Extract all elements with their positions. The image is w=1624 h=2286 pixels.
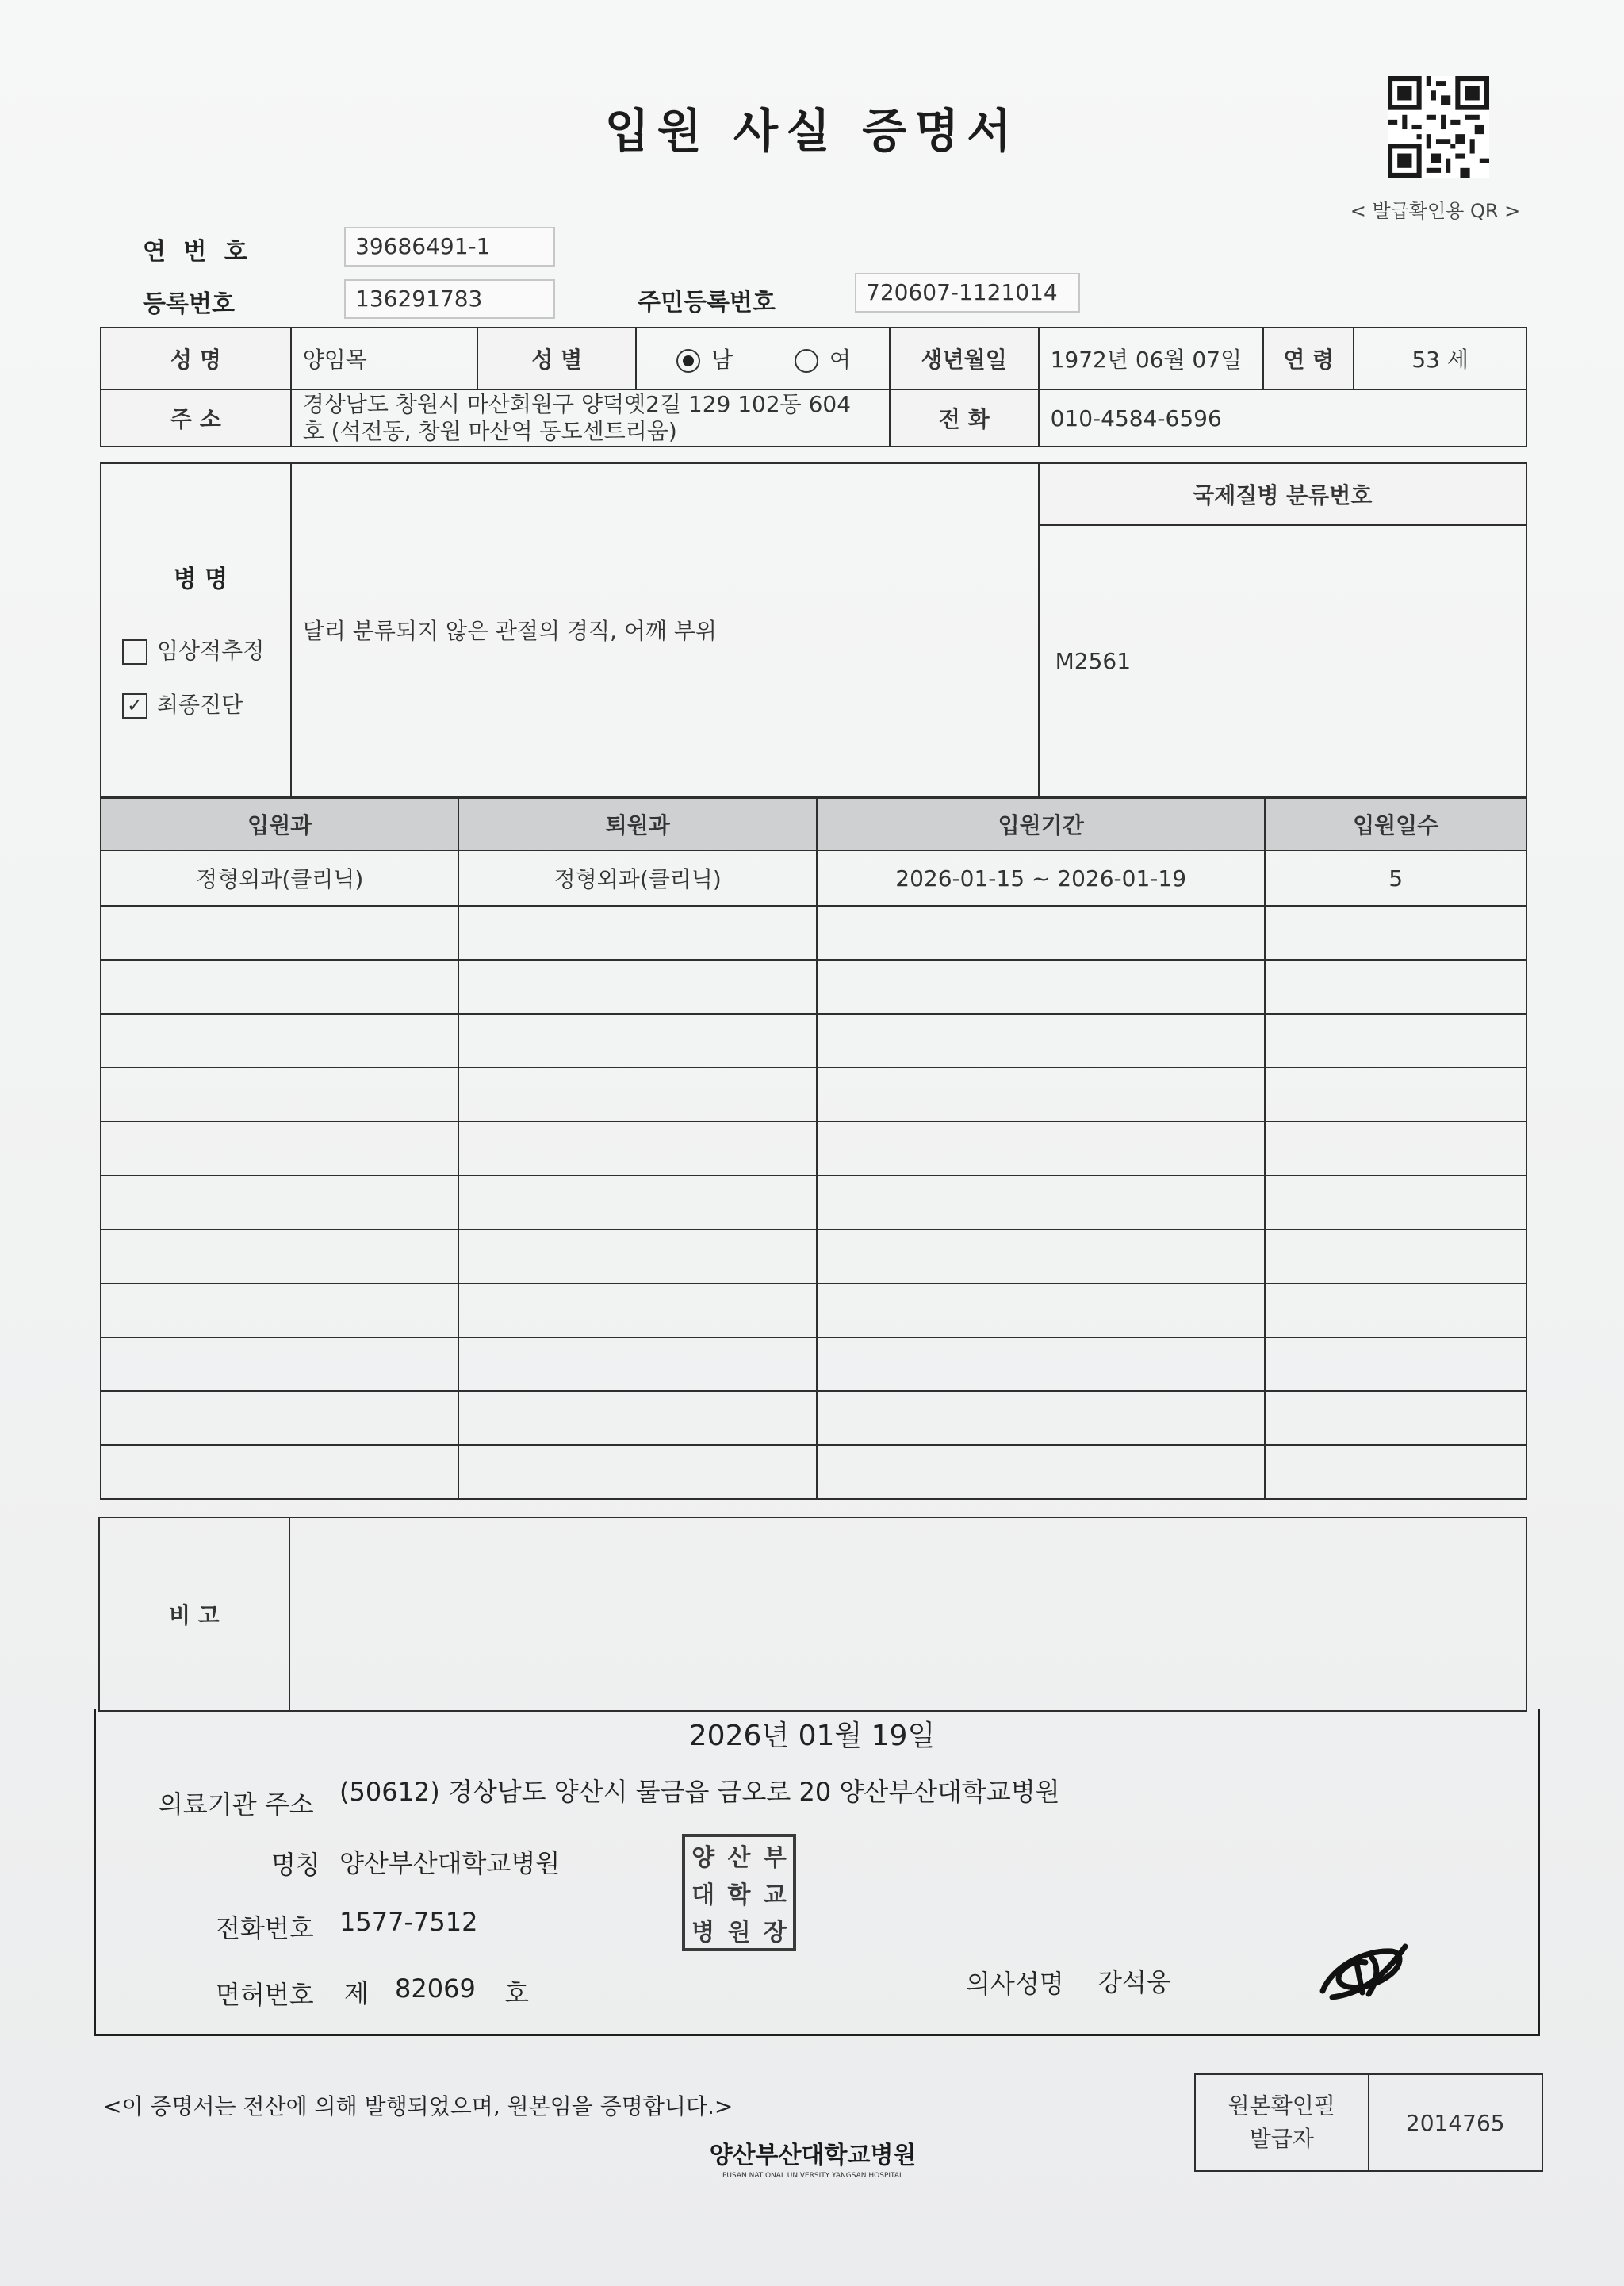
- final-diagnosis-option: [122, 688, 279, 719]
- empty-cell: [1265, 1445, 1526, 1499]
- institution-name: 양산부산대학교병원: [339, 1848, 561, 1878]
- final-diagnosis-label: 최종진단: [157, 692, 243, 718]
- empty-cell: [101, 906, 458, 960]
- empty-cell: [1265, 1176, 1526, 1229]
- table-row: [101, 1068, 1526, 1122]
- certification-notice: <이 증명서는 전산에 의해 발행되었으며, 원본임을 증명합니다.>: [103, 2093, 733, 2119]
- empty-cell: [817, 1014, 1265, 1068]
- hospital-logo: [682, 2135, 944, 2180]
- institution-phone: 1577-7512: [339, 1907, 478, 1937]
- doctor-name: 강석웅: [1097, 1967, 1171, 1997]
- table-row: [101, 1229, 1526, 1283]
- table-row: [101, 1176, 1526, 1229]
- empty-cell: [817, 1176, 1265, 1229]
- icd-code: M2561: [1039, 525, 1526, 796]
- empty-cell: [1265, 960, 1526, 1014]
- institution-address-label: 의료기관 주소: [159, 1789, 314, 1820]
- patient-phone: 010-4584-6596: [1039, 389, 1526, 447]
- table-row: [101, 850, 1526, 906]
- col-admit-dept: 입원과: [101, 798, 458, 850]
- seal-char: 학: [727, 1881, 751, 1909]
- admission-table: [100, 797, 1527, 1500]
- diagnosis-label-cell: [101, 463, 291, 796]
- patient-info-table: [100, 327, 1527, 447]
- seal-char: 원: [727, 1918, 751, 1947]
- empty-cell: [1265, 1391, 1526, 1445]
- empty-cell: [817, 1283, 1265, 1337]
- gender-male-radio[interactable]: [676, 349, 700, 373]
- name-label: 성 명: [101, 328, 291, 389]
- qr-caption: < 발급확인용 QR >: [1350, 200, 1521, 222]
- official-seal: [682, 1834, 796, 1951]
- empty-cell: [101, 1337, 458, 1391]
- confirmation-labels: [1195, 2074, 1369, 2171]
- empty-cell: [101, 1068, 458, 1122]
- table-row: [101, 1283, 1526, 1337]
- col-discharge-dept: 퇴원과: [458, 798, 816, 850]
- empty-cell: [458, 906, 816, 960]
- registration-label: 등록번호: [143, 290, 235, 318]
- patient-address: [291, 389, 890, 447]
- table-row: [101, 1337, 1526, 1391]
- admit-days: 5: [1265, 850, 1526, 906]
- empty-cell: [101, 1122, 458, 1176]
- institution-name-label: 명칭: [271, 1850, 320, 1880]
- patient-dob: 1972년 06월 07일: [1039, 328, 1264, 389]
- serial-label: 연 번 호: [143, 238, 252, 266]
- empty-cell: [458, 1176, 816, 1229]
- empty-cell: [101, 1014, 458, 1068]
- hospital-logo-subtext: PUSAN NATIONAL UNIVERSITY YANGSAN HOSPITAL: [722, 2172, 904, 2180]
- license-number: 82069: [395, 1973, 476, 2004]
- diagnosis-table: [100, 462, 1527, 797]
- table-row: [101, 1014, 1526, 1068]
- address-line-1: 경상남도 창원시 마산회원구 양덕옛2길 129 102동 604: [302, 391, 852, 417]
- clinical-estimate-label: 임상적추정: [157, 638, 265, 664]
- empty-cell: [817, 1445, 1265, 1499]
- empty-cell: [101, 1283, 458, 1337]
- clinical-estimate-option: [122, 634, 279, 665]
- license-suffix: 호: [504, 1978, 529, 2008]
- age-label: 연 령: [1263, 328, 1354, 389]
- gender-options: [636, 328, 890, 389]
- gender-female-label: 여: [829, 347, 852, 373]
- table-row: [101, 960, 1526, 1014]
- gender-male-label: 남: [711, 347, 733, 373]
- discharge-dept: 정형외과(클리닉): [458, 850, 816, 906]
- empty-cell: [817, 1068, 1265, 1122]
- empty-cell: [458, 1122, 816, 1176]
- dob-label: 생년월일: [890, 328, 1039, 389]
- admit-dept: 정형외과(클리닉): [101, 850, 458, 906]
- empty-cell: [817, 1229, 1265, 1283]
- diagnosis-label: 병 명: [173, 566, 228, 593]
- institution-address: (50612) 경상남도 양산시 물금읍 금오로 20 양산부산대학교병원: [339, 1777, 1060, 1807]
- empty-cell: [817, 1337, 1265, 1391]
- final-diagnosis-checkbox[interactable]: ✓: [122, 693, 147, 719]
- patient-name: 양임목: [291, 328, 478, 389]
- license-prefix: 제: [344, 1978, 369, 2008]
- seal-char: 장: [763, 1918, 787, 1947]
- address-label: 주 소: [101, 389, 291, 447]
- empty-cell: [458, 1014, 816, 1068]
- remarks-text: [289, 1517, 1526, 1711]
- empty-cell: [1265, 1337, 1526, 1391]
- doctor-label: 의사성명: [966, 1969, 1064, 1999]
- seal-char: 양: [691, 1844, 715, 1873]
- rrn-label: 주민등록번호: [638, 289, 776, 316]
- empty-cell: [458, 1283, 816, 1337]
- issue-date: 2026년 01월 19일: [688, 1720, 936, 1752]
- admit-period: 2026-01-15 ~ 2026-01-19: [817, 850, 1265, 906]
- serial-value: 39686491-1: [344, 227, 555, 267]
- seal-char: 부: [763, 1844, 787, 1873]
- patient-age: 53 세: [1354, 328, 1526, 389]
- gender-label: 성 별: [477, 328, 636, 389]
- confirmation-box: [1194, 2073, 1543, 2172]
- empty-cell: [101, 1229, 458, 1283]
- admission-header-row: [101, 798, 1526, 850]
- col-admit-period: 입원기간: [817, 798, 1265, 850]
- empty-cell: [101, 1176, 458, 1229]
- clinical-estimate-checkbox[interactable]: [122, 639, 147, 665]
- empty-cell: [458, 1068, 816, 1122]
- table-row: [101, 1391, 1526, 1445]
- empty-cell: [101, 1391, 458, 1445]
- empty-cell: [817, 960, 1265, 1014]
- empty-cell: [101, 960, 458, 1014]
- rrn-value: 720607-1121014: [855, 273, 1080, 313]
- empty-cell: [817, 906, 1265, 960]
- diagnosis-text: 달리 분류되지 않은 관절의 경직, 어깨 부위: [291, 463, 1039, 796]
- qr-code-icon: [1388, 76, 1489, 178]
- empty-cell: [1265, 1122, 1526, 1176]
- empty-cell: [1265, 906, 1526, 960]
- table-row: [101, 1122, 1526, 1176]
- col-admit-days: 입원일수: [1265, 798, 1526, 850]
- issuer-id: 2014765: [1369, 2074, 1542, 2171]
- empty-cell: [458, 960, 816, 1014]
- address-line-2: 호 (석전동, 창원 마산역 동도센트리움): [302, 418, 677, 444]
- gender-female-radio[interactable]: [795, 349, 818, 373]
- empty-cell: [817, 1122, 1265, 1176]
- institution-phone-label: 전화번호: [216, 1913, 314, 1943]
- empty-cell: [1265, 1014, 1526, 1068]
- empty-cell: [458, 1229, 816, 1283]
- empty-cell: [1265, 1068, 1526, 1122]
- registration-value: 136291783: [344, 279, 555, 319]
- empty-cell: [458, 1391, 816, 1445]
- remarks-label: 비 고: [99, 1517, 289, 1711]
- original-confirmed-label: 원본확인필: [1228, 2092, 1335, 2119]
- empty-cell: [458, 1337, 816, 1391]
- empty-cell: [101, 1445, 458, 1499]
- document-title: 입원 사실 증명서: [604, 104, 1020, 158]
- seal-char: 교: [763, 1881, 787, 1909]
- hospital-logo-text: 양산부산대학교병원: [709, 2142, 917, 2169]
- phone-label: 전 화: [890, 389, 1039, 447]
- issuer-label: 발급자: [1249, 2126, 1314, 2152]
- icd-header: 국제질병 분류번호: [1039, 463, 1526, 525]
- table-row: [101, 1445, 1526, 1499]
- table-row: [101, 906, 1526, 960]
- remarks-table: [98, 1517, 1527, 1712]
- seal-char: 대: [691, 1881, 715, 1909]
- seal-char: 병: [691, 1918, 715, 1947]
- license-label: 면허번호: [216, 1980, 314, 2010]
- empty-cell: [817, 1391, 1265, 1445]
- doctor-signature-icon: [1316, 1935, 1411, 2007]
- seal-char: 산: [727, 1844, 751, 1873]
- empty-cell: [458, 1445, 816, 1499]
- empty-cell: [1265, 1229, 1526, 1283]
- empty-cell: [1265, 1283, 1526, 1337]
